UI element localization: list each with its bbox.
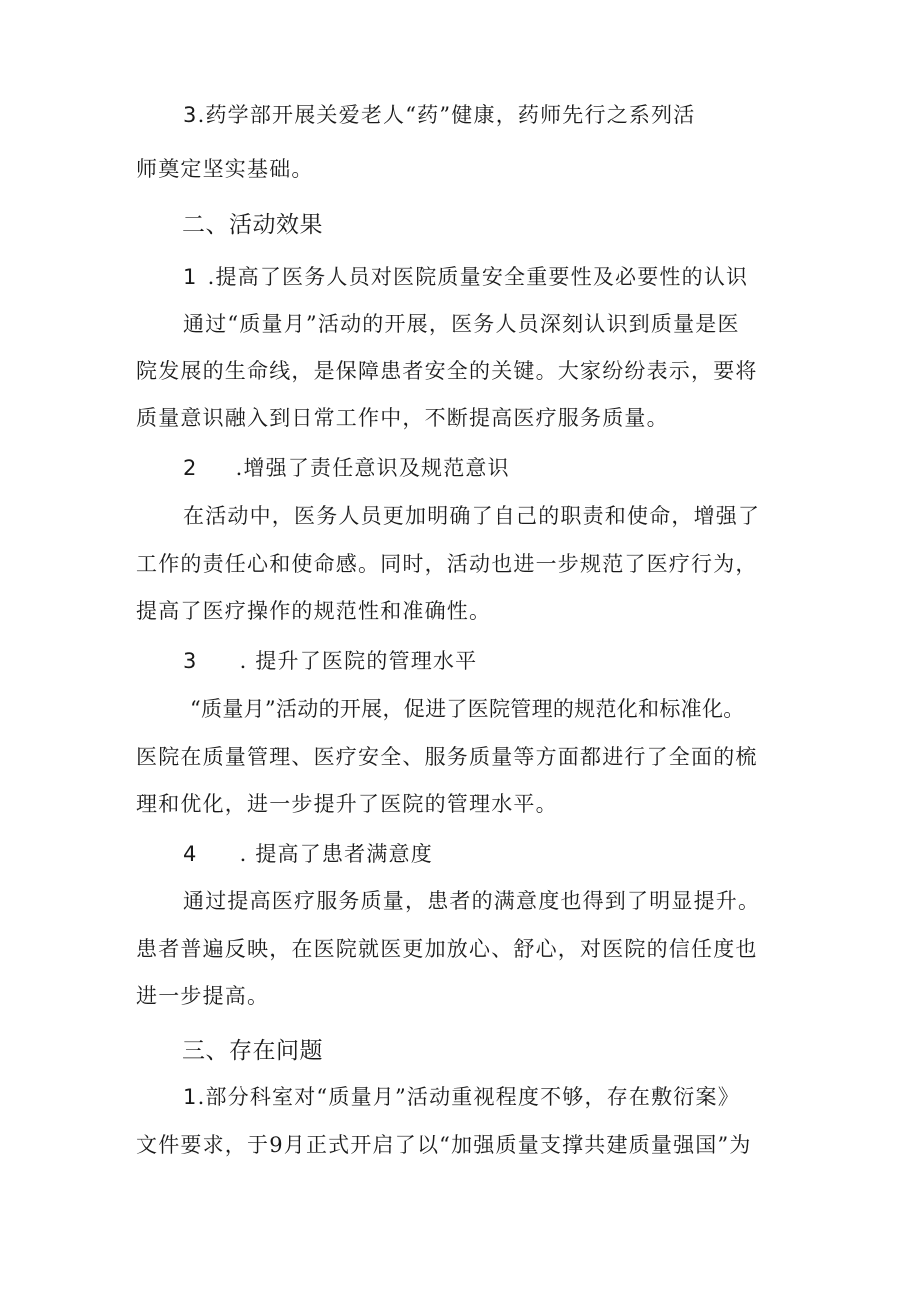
item-text: .部分科室对“质量月”活动重视程度不够，存在敷衍案》	[197, 1085, 740, 1109]
item-number: 3	[183, 103, 198, 127]
paragraph-line: 患者普遍反映，在医院就医更加放心、舒心，对医院的信任度也	[136, 937, 758, 961]
subheading-effect-4	[183, 839, 433, 869]
paragraph-line: 通过提高医疗服务质量，患者的满意度也得到了明显提升。	[183, 889, 761, 913]
item-text: . 提高了患者满意度	[239, 842, 433, 866]
paragraph-line: 文件要求，于9月正式开启了以“加强质量支撑共建质量强国”为	[136, 1133, 752, 1157]
item-text: .增强了责任意识及规范意识	[235, 456, 510, 480]
paragraph-line: 院发展的生命线，是保障患者安全的关键。大家纷纷表示，要将	[136, 359, 758, 383]
item-text: .提高了医务人员对医院质量安全重要性及必要性的认识	[207, 265, 749, 289]
paragraph-line: 理和优化，进一步提升了医院的管理水平。	[136, 792, 558, 816]
item-number: 1	[183, 265, 198, 289]
subheading-effect-1	[183, 262, 748, 292]
paragraph-line: 提高了医疗操作的规范性和准确性。	[136, 599, 492, 623]
list-item-activity-3	[183, 100, 696, 130]
item-number: 4	[183, 842, 198, 866]
paragraph-line: 工作的责任心和使命感。同时，活动也进一步规范了医疗行为，	[136, 552, 758, 576]
item-number: 3	[183, 649, 198, 673]
section-heading-effects: 二、活动效果	[182, 212, 323, 238]
paragraph-line: 医院在质量管理、医疗安全、服务质量等方面都进行了全面的梳	[136, 745, 758, 769]
subheading-effect-3	[183, 646, 477, 676]
paragraph-line: “质量月”活动的开展，促进了医院管理的规范化和标准化。	[190, 697, 745, 721]
subheading-problem-1	[183, 1082, 740, 1112]
item-text: .药学部开展关爱老人“药”健康，药师先行之系列活	[197, 103, 696, 127]
item-number: 2	[183, 456, 198, 480]
paragraph-line: 在活动中，医务人员更加明确了自己的职责和使命，增强了	[183, 504, 761, 528]
paragraph-line: 质量意识融入到日常工作中，不断提高医疗服务质量。	[136, 406, 669, 430]
subheading-effect-2	[183, 453, 510, 483]
paragraph-line: 进一步提高。	[136, 984, 270, 1008]
item-number: 1	[183, 1085, 198, 1109]
item-text: . 提升了医院的管理水平	[239, 649, 478, 673]
paragraph-line: 通过“质量月”活动的开展，医务人员深刻认识到质量是医	[183, 312, 740, 336]
paragraph-line: 师奠定坚实基础。	[136, 157, 314, 181]
section-heading-problems: 三、存在问题	[182, 1038, 323, 1064]
